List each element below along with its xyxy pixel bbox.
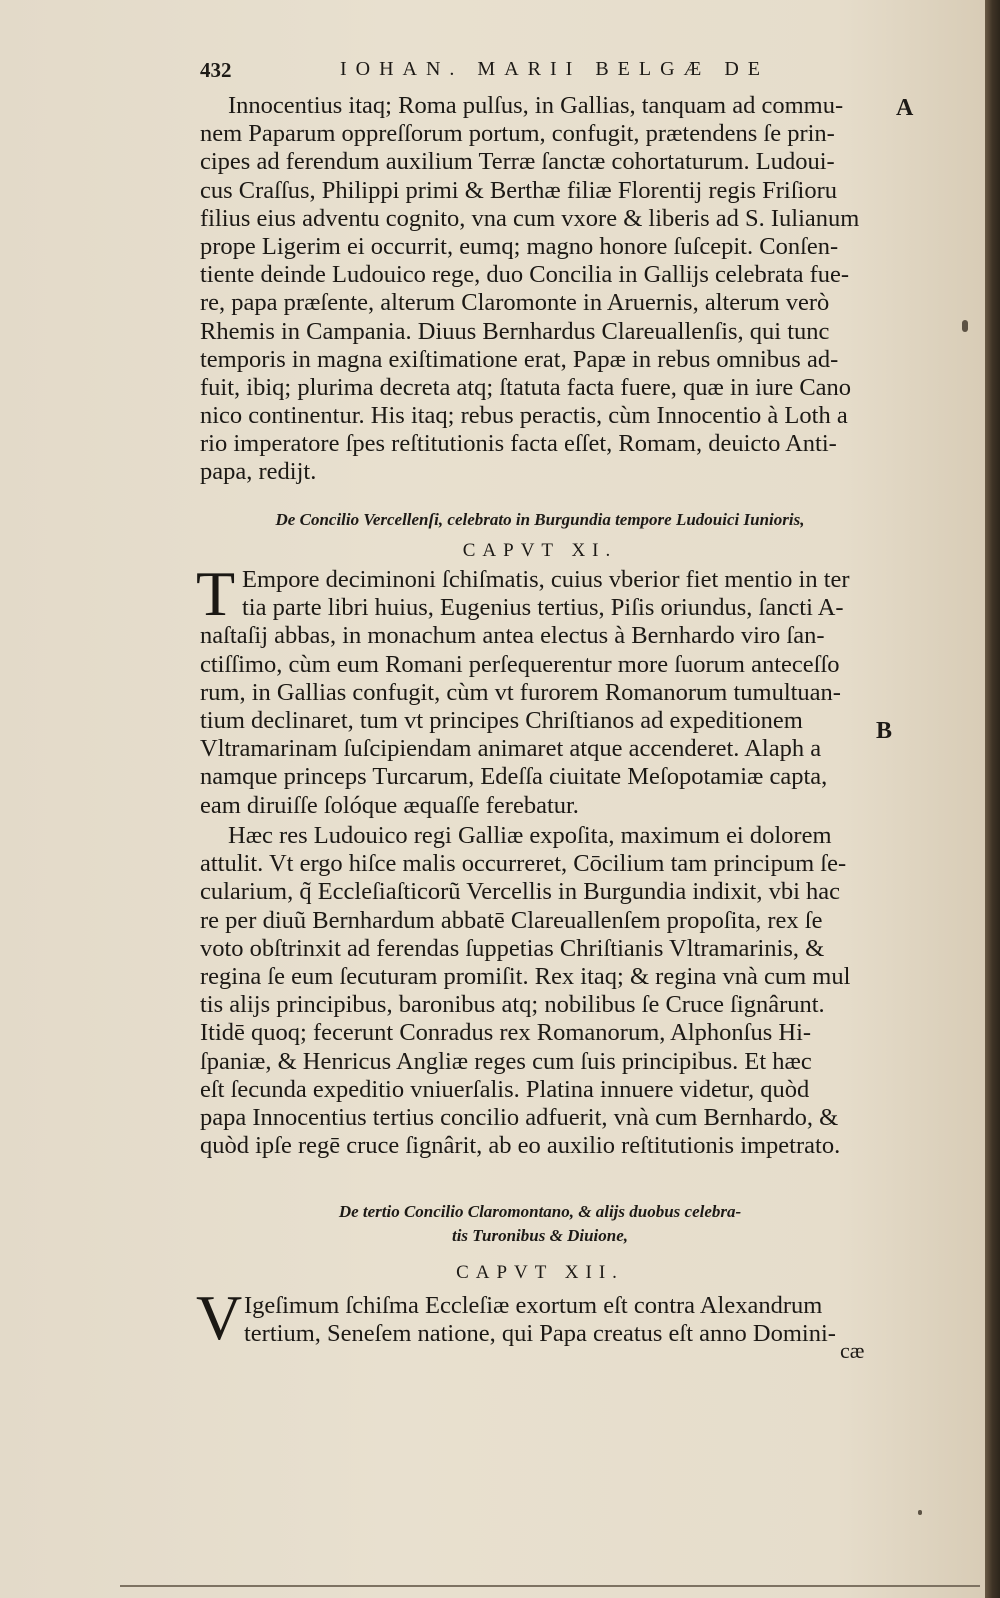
text-line: eſt ſecunda expeditio vniuerſalis. Platina innuere videtur, quòd	[200, 1075, 810, 1103]
text-line: Hæc res Ludouico regi Galliæ expoſita, maximum ei dolorem	[228, 822, 832, 849]
drop-cap-t: T	[196, 558, 236, 629]
paragraph-1	[200, 92, 880, 487]
text-line: re per diuũ Bernhardum abbatē Clareuallenſem propoſita, rex ſe	[200, 906, 823, 934]
bottom-rule	[120, 1585, 980, 1587]
text-line: filius eius adventu cognito, vna cum vxore & liberis ad S. Iulianum	[200, 204, 860, 232]
text-line: temporis in magna exiſtimatione erat, Papæ in rebus omnibus ad-	[200, 345, 839, 373]
text-line: prope Ligerim ei occurrit, eumq; magno honore ſuſcepit. Conſen-	[200, 232, 839, 260]
text-line: quòd ipſe regē cruce ſignârit, ab eo auxilio reſtitutionis impetrato.	[200, 1132, 841, 1160]
page-number: 432	[200, 58, 232, 82]
text-line: Vltramarinam ſuſcipiendam animaret atque accenderet. Alaph a	[200, 735, 822, 763]
text-line: tiente deinde Ludouico rege, duo Concilia in Gallijs celebrata fue-	[200, 261, 850, 289]
margin-letter-a: A	[896, 95, 914, 121]
text-line: Igeſimum ſchiſma Eccleſiæ exortum eſt contra Alexandrum	[244, 1292, 823, 1319]
text-line: Innocentius itaq; Roma pulſus, in Gallias, tanquam ad commu-	[228, 92, 844, 119]
text-line: cipes ad ferendum auxilium Terræ ſanctæ cohortaturum. Ludoui-	[200, 148, 835, 176]
page-header	[200, 58, 880, 88]
text-line: papa Innocentius tertius concilio adfuerit, vnà cum Bernhardo, &	[200, 1103, 839, 1131]
text-line: Rhemis in Campania. Diuus Bernhardus Clareuallenſis, qui tunc	[200, 317, 830, 345]
ink-spot	[962, 320, 968, 332]
chapter-heading-12-line-1: De tertio Concilio Claromontano, & alijs duobus celebra-	[338, 1202, 742, 1221]
chapter-heading-12-line-2: tis Turonibus & Diuione,	[451, 1226, 629, 1245]
text-line: attulit. Vt ergo hiſce malis occurreret, Cōcilium tam principum ſe-	[200, 850, 847, 878]
text-line: Empore deciminoni ſchiſmatis, cuius vberior fiet mentio in ter	[242, 566, 850, 593]
ink-spot	[918, 1510, 922, 1515]
text-line: re, papa præſente, alterum Claromonte in Aruernis, alterum verò	[200, 289, 830, 317]
text-line: eam diruiſſe ſolóque æquaſſe ferebatur.	[200, 791, 579, 819]
text-line: Itidē quoq; fecerunt Conradus rex Romanorum, Alphonſus Hi-	[200, 1019, 812, 1047]
chapter-heading-11: De Concilio Vercellenſi, celebrato in Burgundia tempore Ludouici Iunioris,	[275, 510, 805, 529]
text-line: voto obſtrinxit ad ferendas ſuppetias Chriſtianis Vltramarinis, &	[200, 934, 825, 962]
text-line: papa, redijt.	[200, 458, 317, 486]
text-line: regina ſe eum ſecuturam promiſit. Rex itaq; & regina vnà cum mul	[200, 962, 851, 990]
text-line: rum, in Gallias confugit, cùm vt furorem Romanorum tumultuan-	[200, 678, 841, 706]
text-line: ctiſſimo, cùm eum Romani perſequerentur more ſuorum anteceſſo	[200, 650, 840, 678]
text-line: rio imperatore ſpes reſtitutionis facta eſſet, Romam, deuicto Anti-	[200, 430, 837, 458]
text-line: ſpaniæ, & Henricus Angliæ reges cum ſuis principibus. Et hæc	[200, 1047, 812, 1075]
text-line: tertium, Seneſem natione, qui Papa creatus eſt anno Domini-	[244, 1320, 836, 1348]
text-line: cularium, q̃ Eccleſiaſticorũ Vercellis in Burgundia indixit, vbi hac	[200, 878, 841, 906]
text-line: tia parte libri huius, Eugenius tertius, Piſis oriundus, ſancti A-	[242, 594, 844, 622]
text-line: nico continentur. His itaq; rebus peractis, cùm Innocentio à Loth a	[200, 402, 848, 430]
drop-cap-v: V	[196, 1282, 243, 1353]
text-line: namque princeps Turcarum, Edeſſa ciuitate Meſopotamiæ capta,	[200, 763, 828, 791]
text-line: fuit, ibiq; plurima decreta atq; ſtatuta facta fuere, quæ in iure Cano	[200, 373, 852, 401]
paragraph-3	[200, 822, 880, 1160]
chapter-number-11: CAPVT XI.	[462, 540, 618, 561]
running-title: IOHAN. MARII BELGÆ DE	[340, 58, 769, 80]
paragraph-2	[200, 566, 880, 820]
catchword: cæ	[840, 1338, 865, 1363]
text-line: nem Paparum oppreſſorum portum, confugit, prætendens ſe prin-	[200, 120, 835, 148]
text-line: tis alijs principibus, baronibus atq; nobilibus ſe Cruce ſignârunt.	[200, 991, 825, 1019]
chapter-number-12: CAPVT XII.	[456, 1262, 624, 1283]
paragraph-4	[200, 1292, 880, 1348]
text-line: tium declinaret, tum vt principes Chriſtianos ad expeditionem	[200, 706, 803, 734]
text-line: cus Craſſus, Philippi primi & Berthæ filiæ Florentij regis Friſioru	[200, 176, 837, 204]
page-edge	[985, 0, 1000, 1598]
text-line: naſtaſij abbas, in monachum antea electus à Bernhardo viro ſan-	[200, 622, 825, 650]
margin-letter-b: B	[876, 718, 893, 744]
